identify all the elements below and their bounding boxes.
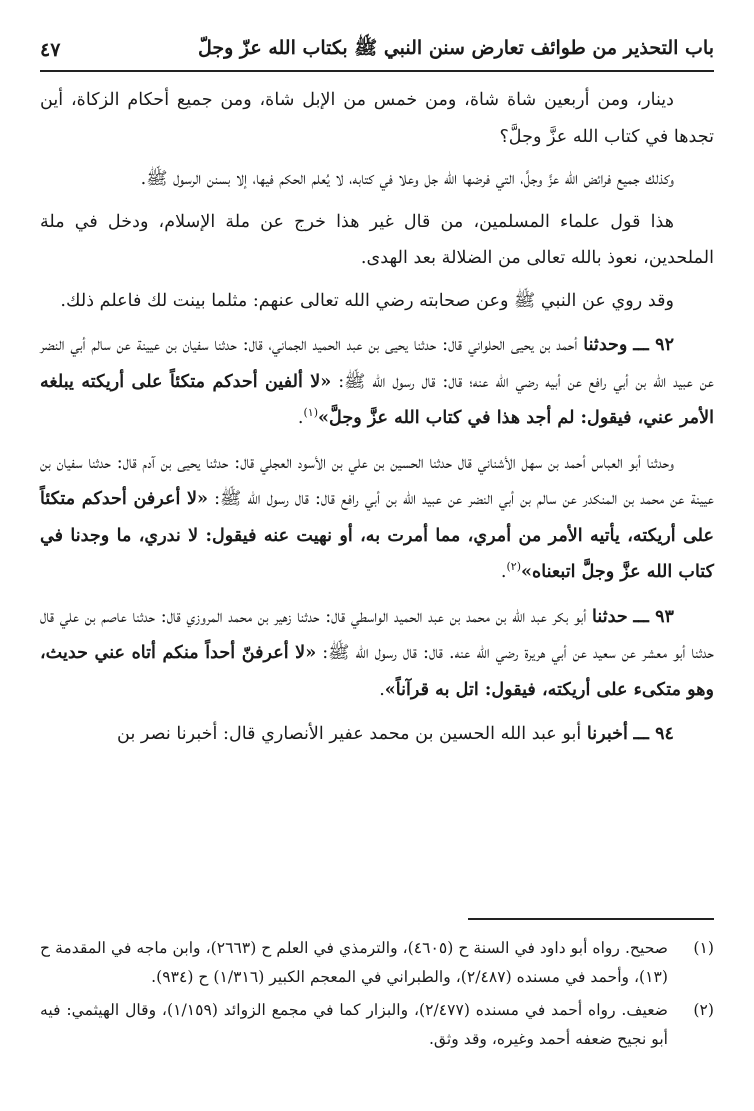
- footnote-ref-1: (١): [303, 406, 318, 420]
- hadith-number: ٩٤ ـــ: [633, 723, 674, 744]
- hadith-number: ٩٢ ـــ: [633, 334, 675, 355]
- hadith-keyword: حدثنا: [592, 605, 628, 627]
- hadith-quote: «لا ألفين أحدكم متكئاً على أريكته يبلغه الأمر عني، فيقول: لم أجد هذا في كتاب الله عزَّ وجلَّ»: [40, 370, 714, 428]
- page-header: [40, 30, 714, 72]
- hadith-93: [40, 599, 714, 709]
- hadith-isnad: أبو عبد الله الحسين بن محمد عفير الأنصاري قال: أخبرنا نصر بن: [117, 724, 582, 744]
- footnote-2: [40, 996, 714, 1054]
- running-title: باب التحذير من طوائف تعارض سنن النبي ﷺ بكتاب الله عزّ وجلّ: [197, 37, 714, 59]
- hadith-isnad: وحدثنا أبو العباس أحمد بن سهل الأشناني قال حدثنا الحسين بن علي بن الأسود العجلي قال: حدثنا يحيى بن آدم قال: حدثنا سفيان بن عيينة عن محمد بن المنكدر عن سالم بن أبي النضر عن عبيد الله بن أبي رافع قال: قال رسول الله ﷺ:: [40, 452, 714, 509]
- paragraph-ulama: هذا قول علماء المسلمين، من قال غير هذا خرج عن ملة الإسلام، ودخل في ملة الملحدين، نعوذ بالله تعالى من الضلالة بعد الهدى.: [40, 211, 714, 268]
- page-number: ٤٧: [40, 39, 61, 61]
- footnote-1: [40, 934, 714, 992]
- hadith-end: .: [379, 679, 385, 700]
- hadith-number: ٩٣ ـــ: [633, 605, 675, 627]
- hadith-92-second-chain: [40, 445, 714, 591]
- page-body: [40, 82, 714, 759]
- hadith-isnad: أحمد بن يحيى الحلواني قال: حدثنا يحيى بن عبد الحميد الجماني، قال: حدثنا سفيان بن عيينة عن سالم أبي النضر عن عبيد الله بن أبي رافع عن أبيه رضي الله عنه؛ قال: قال رسول الله ﷺ:: [40, 335, 714, 392]
- footnote-mark: (١): [693, 939, 714, 957]
- footnote-divider: [468, 918, 714, 920]
- hadith-94: [40, 716, 714, 753]
- footnote-text: صحيح. رواه أبو داود في السنة ح (٤٦٠٥)، والترمذي في العلم ح (٢٦٦٣)، وابن ماجه في المقدمة ح (١٣)، وأحمد في مسنده (٢/٤٨٧)، والطبراني في المعجم الكبير (١/٣١٦) ح (٩٣٤).: [40, 939, 668, 986]
- hadith-quote: «لا أعرفنّ أحداً منكم أتاه عني حديث، وهو متكىء على أريكته، فيقول: اتل به قرآناً»: [40, 642, 714, 700]
- paragraph-riwaya: وقد روي عن النبي ﷺ وعن صحابته رضي الله تعالى عنهم: مثلما بينت لك فاعلم ذلك.: [60, 290, 674, 311]
- hadith-keyword: وحدثنا: [583, 334, 628, 355]
- footnote-mark: (٢): [693, 1001, 714, 1019]
- paragraph-faraid: وكذلك جميع فرائض الله عزَّ وجلَّ، التي فرضها الله جل وعلا في كتابه، لا يُعلم الحكم فيها، إلا بسنن الرسول ﷺ.: [140, 169, 674, 189]
- hadith-92: [40, 327, 714, 437]
- hadith-end: .: [500, 562, 507, 582]
- hadith-keyword: أخبرنا: [586, 723, 628, 744]
- hadith-end: .: [297, 408, 304, 428]
- paragraph-zakat: دينار، ومن أربعين شاة شاة، ومن خمس من الإبل شاة، ومن جميع أحكام الزكاة، أين تجدها في كتاب الله عزَّ وجلَّ؟: [40, 90, 714, 147]
- footnotes: [40, 918, 714, 1058]
- footnote-text: ضعيف. رواه أحمد في مسنده (٢/٤٧٧)، والبزار كما في مجمع الزوائد (١/١٥٩)، وقال الهيثمي: فيه أبو نجيح ضعفه أحمد وغيره، وقد وثق.: [40, 1001, 668, 1048]
- hadith-isnad: أبو بكر عبد الله بن محمد بن عبد الحميد الواسطي قال: حدثنا زهير بن محمد المروزي قال: حدثنا عاصم بن علي قال حدثنا أبو معشر عن سعيد عن أبي هريرة رضي الله عنه. قال: قال رسول الله ﷺ:: [40, 606, 714, 663]
- footnote-ref-2: (٢): [506, 560, 522, 574]
- hadith-quote: «لا أعرفن أحدكم متكئاً على أريكته، يأتيه الأمر من أمري، مما أمرت به، أو نهيت عنه فيقول: لا ندري، ما وجدنا في كتاب الله عزَّ وجلَّ اتبعناه»: [40, 488, 714, 582]
